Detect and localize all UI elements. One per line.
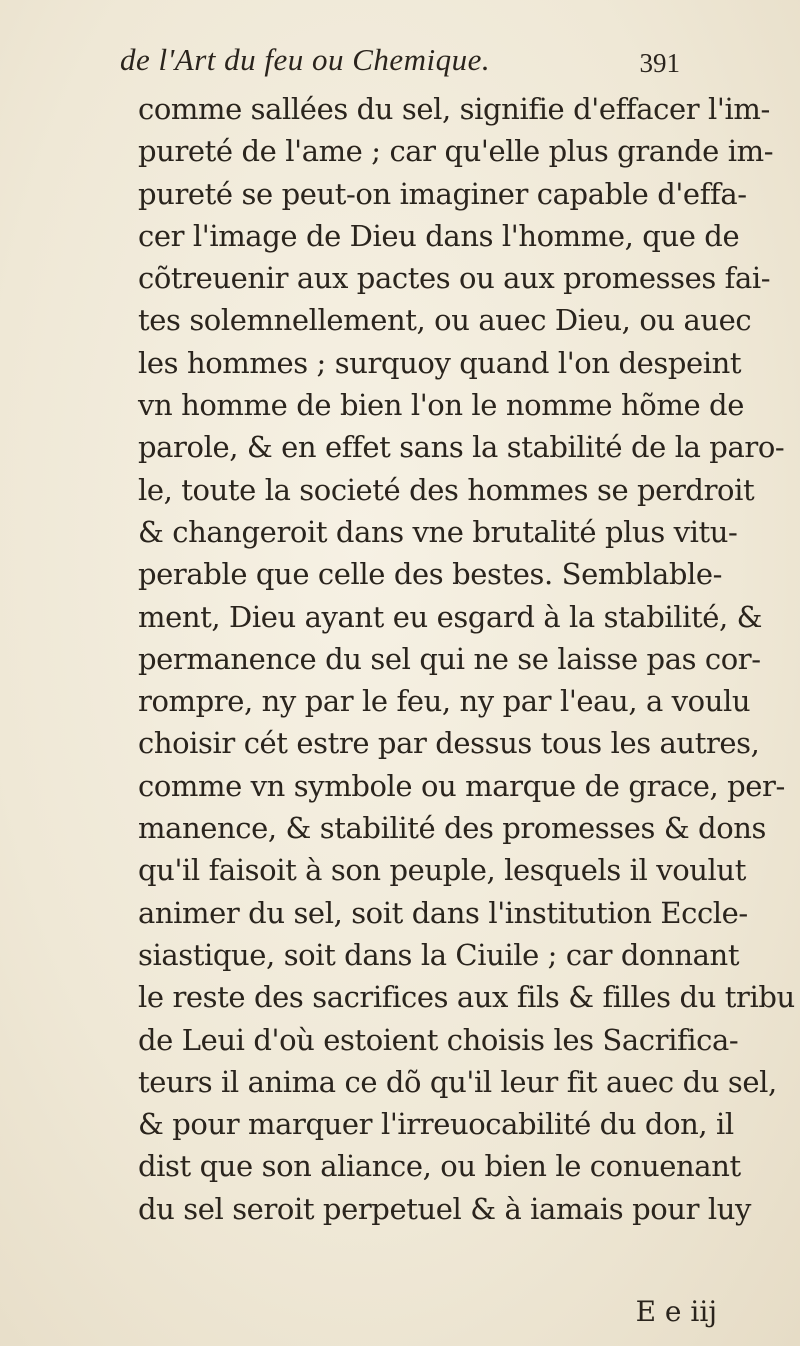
text-line: le, toute la societé des hommes se perdroit <box>138 472 755 507</box>
text-line: comme vn symbole ou marque de grace, per- <box>138 768 785 803</box>
text-line: cer l'image de Dieu dans l'homme, que de <box>138 218 740 253</box>
text-line: parole, & en effet sans la stabilité de la paro- <box>138 430 785 465</box>
signature-mark: E e iij <box>635 1295 717 1328</box>
page-header <box>120 40 680 86</box>
text-line: dist que son aliance, ou bien le conuenant <box>138 1149 741 1184</box>
text-line: animer du sel, soit dans l'institution Eccle- <box>138 895 748 930</box>
body-text <box>138 88 795 1230</box>
text-line: pureté se peut-on imaginer capable d'effa- <box>138 176 747 211</box>
text-line: & changeroit dans vne brutalité plus vitu- <box>138 514 738 549</box>
text-line: pureté de l'ame ; car qu'elle plus grande im- <box>138 134 774 169</box>
page-number: 391 <box>639 48 680 78</box>
running-title: de l'Art du feu ou Chemique. <box>120 42 491 77</box>
text-line: comme sallées du sel, signifie d'effacer l'im- <box>138 92 770 126</box>
text-line: ment, Dieu ayant eu esgard à la stabilité, & <box>138 599 763 634</box>
text-line: manence, & stabilité des promesses & dons <box>138 811 767 846</box>
text-line: teurs il anima ce dõ qu'il leur fit auec du sel, <box>138 1064 777 1099</box>
text-line: & pour marquer l'irreuocabilité du don, il <box>138 1107 734 1142</box>
text-line: tes solemnellement, ou auec Dieu, ou auec <box>138 303 752 338</box>
text-line: choisir cét estre par dessus tous les autres, <box>138 726 760 761</box>
text-line: le reste des sacrifices aux fils & filles du tribu <box>138 980 795 1015</box>
text-line: les hommes ; surquoy quand l'on despeint <box>138 345 742 380</box>
text-line: de Leui d'où estoient choisis les Sacrifica- <box>138 1022 739 1057</box>
text-line: rompre, ny par le feu, ny par l'eau, a voulu <box>138 684 751 719</box>
text-line: vn homme de bien l'on le nomme hõme de <box>138 388 744 423</box>
text-line: qu'il faisoit à son peuple, lesquels il voulut <box>138 853 746 888</box>
text-line: perable que celle des bestes. Semblable- <box>138 557 723 592</box>
text-line: permanence du sel qui ne se laisse pas cor- <box>138 641 761 676</box>
text-line: siastique, soit dans la Ciuile ; car donnant <box>138 937 740 972</box>
text-line: du sel seroit perpetuel & à iamais pour luy <box>138 1191 751 1226</box>
text-line: cõtreuenir aux pactes ou aux promesses fai- <box>138 261 771 296</box>
